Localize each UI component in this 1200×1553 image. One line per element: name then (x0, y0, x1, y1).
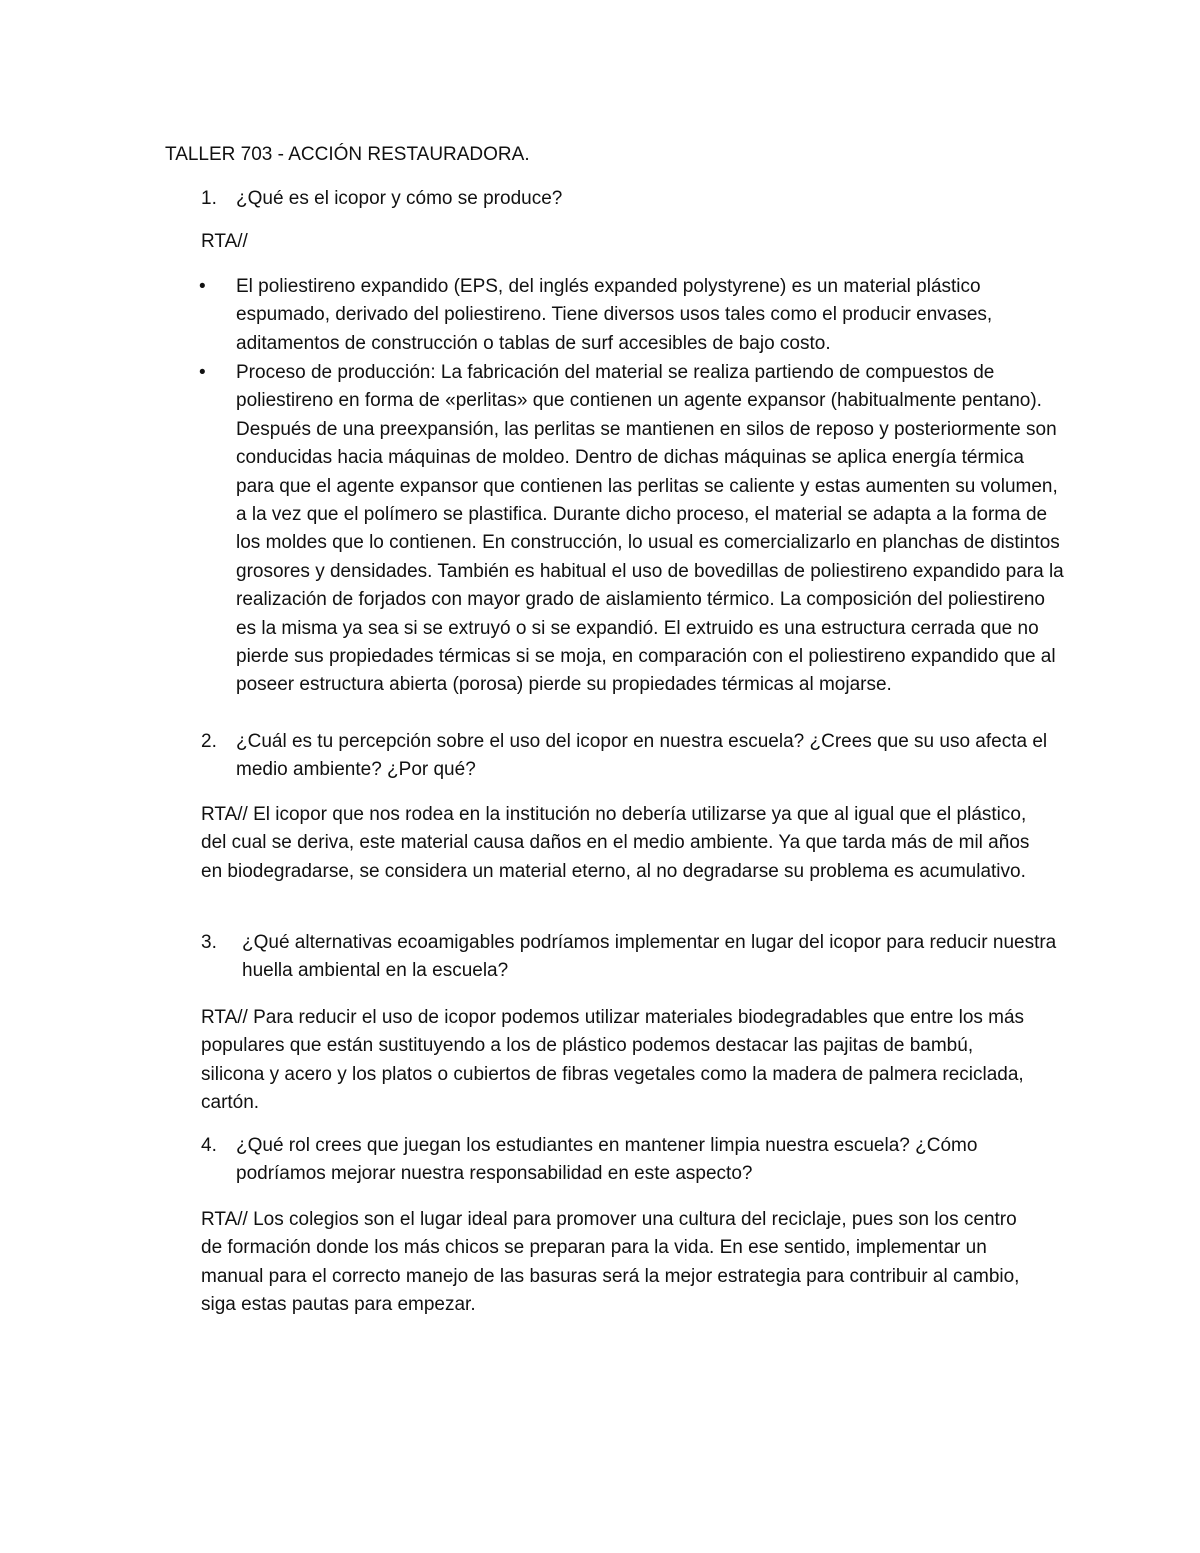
question-1-number: 1. (201, 188, 217, 209)
question-1-rta-label: RTA// (201, 231, 248, 252)
question-3-answer: RTA// Para reducir el uso de icopor podemos utilizar materiales biodegradables que entre los más populares que están sustituyendo a los de plástico podemos destacar las pajitas de bambú, silicona y acero y los platos o cubiertos de fibras vegetales como la madera de palmera reciclada, cartón. (201, 1007, 1025, 1114)
question-1-text: ¿Qué es el icopor y cómo se produce? (236, 188, 563, 209)
question-2-text: ¿Cuál es tu percepción sobre el uso del icopor en nuestra escuela? ¿Crees que su uso afecta el medio ambiente? ¿Por qué? (236, 731, 1048, 781)
bullet-1-symbol: • (199, 276, 206, 297)
question-4-text: ¿Qué rol crees que juegan los estudiantes en mantener limpia nuestra escuela? ¿Cómo podríamos mejorar nuestra responsabilidad en este aspecto? (236, 1135, 978, 1185)
question-3-number: 3. (201, 932, 217, 953)
question-4-answer: RTA// Los colegios son el lugar ideal para promover una cultura del reciclaje, pues son los centro de formación donde los más chicos se preparan para la vida. En ese sentido, implementar un manual para el correcto manejo de las basuras será la mejor estrategia para contribuir al cambio, siga estas pautas para empezar. (201, 1209, 1020, 1316)
question-1-bullet-1: El poliestireno expandido (EPS, del inglés expanded polystyrene) es un material plástico espumado, derivado del poliestireno. Tiene diversos usos tales como el producir envases, aditamentos de construcción o tablas de surf accesibles de bajo costo. (236, 276, 993, 354)
question-1-bullet-2: Proceso de producción: La fabricación del material se realiza partiendo de compuestos de poliestireno en forma de «perlitas» que contienen un agente expansor (habitualmente pentano). Después de una preexpansión, las perlitas se mantienen en silos de reposo y posteriormente son conducidas hacia máquinas de moldeo. Dentro de dichas máquinas se aplica energía térmica para que el agente expansor que contienen las perlitas se caliente y estas aumenten su volumen, a la vez que el polímero se plastifica. Durante dicho proceso, el material se adapta a la forma de los moldes que lo contienen. En construcción, lo usual es comercializarlo en planchas de distintos grosores y densidades. También es habitual el uso de bovedillas de poliestireno expandido para la realización de forjados con mayor grado de aislamiento térmico. La composición del poliestireno es la misma ya sea si se extruyó o si se expandió. El extruido es una estructura cerrada que no pierde sus propiedades térmicas si se moja, en comparación con el poliestireno expandido que al poseer estructura abierta (porosa) pierde su propiedades térmicas al mojarse. (236, 362, 1064, 696)
question-2-answer: RTA// El icopor que nos rodea en la institución no debería utilizarse ya que al igual que el plástico, del cual se deriva, este material causa daños en el medio ambiente. Ya que tarda más de mil años en biodegradarse, se considera un material eterno, al no degradarse su problema es acumulativo. (201, 804, 1030, 882)
document-title: TALLER 703 - ACCIÓN RESTAURADORA. (165, 144, 530, 165)
question-3-text: ¿Qué alternativas ecoamigables podríamos implementar en lugar del icopor para reducir nuestra huella ambiental en la escuela? (242, 932, 1057, 982)
question-4-number: 4. (201, 1135, 217, 1156)
bullet-2-symbol: • (199, 362, 206, 383)
question-2-number: 2. (201, 731, 217, 752)
